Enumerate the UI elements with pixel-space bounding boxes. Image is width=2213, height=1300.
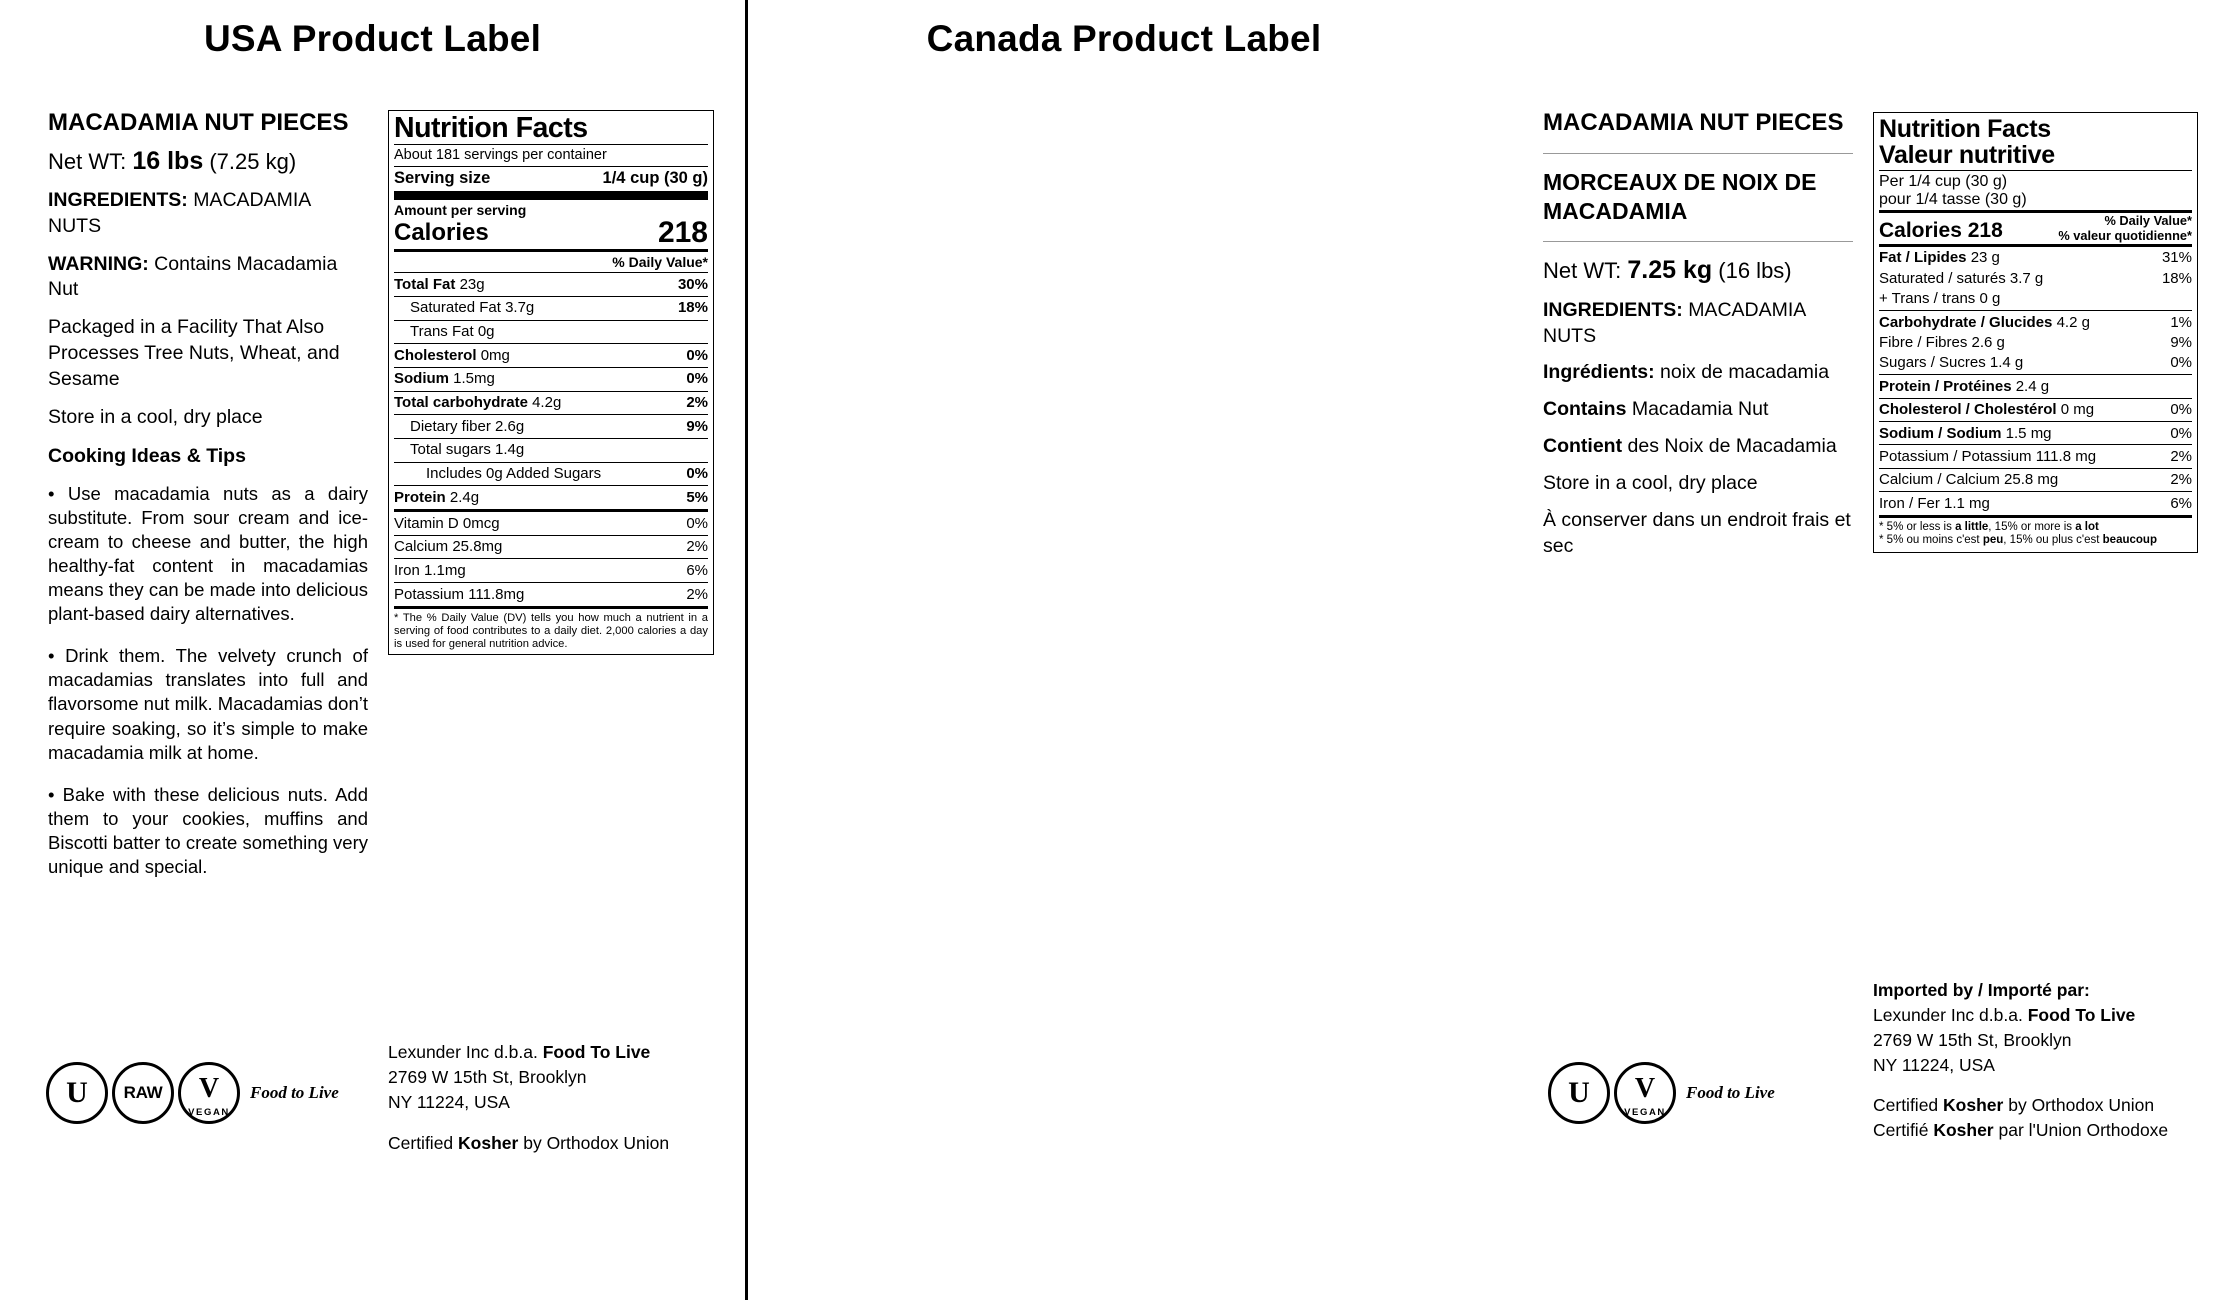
canada-nf-row-dv: 0% — [2170, 401, 2192, 419]
canada-nf-row — [1879, 423, 2192, 443]
canada-nf-row — [1879, 333, 2192, 353]
usa-nf-row-label: Total carbohydrate — [394, 394, 528, 412]
canada-nf-footnote-en-little: a little — [1955, 520, 1989, 533]
food-to-live-logo: Food to Live — [250, 1083, 339, 1102]
canada-nf-row-label: Saturated / saturés 3.7 g — [1879, 269, 2044, 287]
canada-kosher-en-bold: Kosher — [1943, 1095, 2004, 1116]
usa-certification-seals — [46, 1062, 339, 1124]
usa-tip-item: • Use macadamia nuts as a dairy substitute. From sour cream and ice-cream to cheese and butter, the high healthy-fat content in macadamias means they can be made into delicious plant-based dairy alternatives. — [48, 483, 368, 625]
canada-nf-per-fr: pour 1/4 tasse (30 g) — [1879, 191, 2027, 209]
canada-divider-1 — [1543, 153, 1853, 154]
usa-footer-kosher — [388, 1131, 718, 1156]
canada-nf-row-dv: 0% — [2170, 354, 2192, 372]
canada-ingredients-label: INGREDIENTS: — [1543, 298, 1683, 321]
usa-nf-row-label: Total sugars — [410, 441, 491, 459]
usa-footer-company-brand: Food To Live — [542, 1042, 651, 1062]
canada-nf-title-fr: Valeur nutritive — [1879, 141, 2055, 170]
canada-footer — [1873, 978, 2213, 1143]
usa-nf-row-label: Includes 0g Added Sugars — [426, 465, 602, 483]
usa-nf-micro-row — [394, 513, 708, 534]
canada-nf-row-dv: 1% — [2170, 313, 2192, 331]
canada-nf-footnote-fr-1: * 5% ou moins c'est — [1879, 534, 1983, 547]
usa-nf-servings-per-container: About 181 servings per container — [394, 147, 607, 164]
canada-nf-row-dv: 6% — [2170, 494, 2192, 512]
canada-ingredients-fr-value: noix de macadamia — [1660, 361, 1830, 384]
usa-nf-row — [394, 487, 708, 508]
usa-nf-serving-size-value: 1/4 cup (30 g) — [602, 169, 708, 188]
usa-ingredients-value: MACADAMIA NUTS — [48, 188, 311, 237]
canada-contient-label: Contient — [1543, 435, 1623, 458]
canada-certification-seals — [1548, 1062, 1775, 1124]
usa-nf-row-dv: 5% — [686, 488, 708, 506]
usa-nf-row-label: Trans Fat — [410, 323, 474, 341]
usa-nf-row — [394, 345, 708, 366]
canada-nf-row-label: Fat / Lipides — [1879, 249, 1967, 267]
food-to-live-logo: Food to Live — [1686, 1083, 1775, 1102]
canada-nf-row-amount: 2.4 g — [2015, 377, 2050, 395]
usa-storage-statement: Store in a cool, dry place — [48, 406, 263, 429]
usa-nf-row-dv: 18% — [677, 299, 708, 317]
canada-nf-calories — [1879, 219, 2003, 243]
canada-product-name-en: MACADAMIA NUT PIECES — [1543, 109, 1844, 136]
usa-nf-row — [394, 440, 708, 461]
canada-contains-en — [1543, 397, 1853, 423]
usa-kosher-pre: Certified — [388, 1132, 454, 1153]
canada-nf-row — [1879, 289, 2192, 309]
usa-net-weight — [48, 147, 368, 176]
usa-footer-address-line2: NY 11224, USA — [388, 1091, 510, 1112]
canada-nf-row-label: Protein / Protéines — [1879, 377, 2012, 395]
canada-storage-fr: À conserver dans un endroit frais et sec — [1543, 509, 1851, 558]
canada-nf-calories-row — [1879, 214, 2192, 243]
usa-nf-row-amount: 1.5mg — [453, 370, 495, 388]
usa-text-column — [48, 108, 368, 897]
usa-nf-micro-row — [394, 584, 708, 605]
usa-nf-row-amount: 0g — [477, 323, 495, 341]
canada-nf-row-label: Sugars / Sucres 1.4 g — [1879, 354, 2024, 372]
usa-nf-micro-dv: 2% — [686, 585, 708, 603]
usa-nf-row-label: Total Fat — [394, 275, 456, 293]
vegan-seal-icon — [178, 1062, 240, 1124]
canada-nf-row — [1879, 400, 2192, 420]
usa-footer-address-line1: 2769 W 15th St, Brooklyn — [388, 1066, 587, 1087]
usa-tip-item: • Bake with these delicious nuts. Add them to your cookies, muffins and Biscotti batter to create something very unique and special. — [48, 783, 368, 877]
canada-footer-kosher-en — [1873, 1093, 2213, 1118]
usa-warning-value: Contains Macadamia Nut — [48, 252, 338, 301]
canada-nutrition-facts-panel — [1873, 112, 2198, 553]
usa-nf-row — [394, 298, 708, 319]
canada-nf-row-label: Potassium / Potassium 111.8 mg — [1879, 447, 2097, 465]
usa-nf-micro-label: Vitamin D 0mcg — [394, 514, 500, 532]
canada-nf-row-dv: 2% — [2170, 471, 2192, 489]
usa-kosher-bold: Kosher — [458, 1132, 519, 1153]
canada-footer-company-prefix: Lexunder Inc d.b.a. — [1873, 1004, 2023, 1025]
usa-nf-row-dv: 0% — [686, 370, 708, 388]
canada-nf-row-amount: 4.2 g — [2056, 313, 2090, 331]
canada-nf-footnote-fr-beaucoup: beaucoup — [2102, 534, 2157, 547]
canada-nf-row-dv: 0% — [2170, 424, 2192, 442]
usa-footer — [388, 1040, 718, 1155]
canada-footer-company-brand: Food To Live — [2027, 1004, 2136, 1025]
usa-nf-row — [394, 322, 708, 343]
usa-nf-micro-row — [394, 537, 708, 558]
canada-nf-row — [1879, 248, 2192, 268]
canada-storage-en: Store in a cool, dry place — [1543, 472, 1758, 495]
vegan-seal-icon — [1614, 1062, 1676, 1124]
canada-nf-row-dv: 31% — [2161, 249, 2192, 267]
usa-nf-row-amount: 2.6g — [495, 417, 525, 435]
usa-ingredients — [48, 188, 368, 240]
canada-nf-row-label: Iron / Fer 1.1 mg — [1879, 494, 1990, 512]
usa-nf-title: Nutrition Facts — [394, 112, 588, 144]
usa-nf-row-label: Dietary fiber — [410, 417, 491, 435]
usa-nf-dv-header: % Daily Value* — [612, 253, 708, 270]
canada-ingredients-fr — [1543, 360, 1853, 386]
usa-tip-item: • Drink them. The velvety crunch of macadamias translates into full and flavorsome nut milk. Macadamias don’t require soaking, so it’s simple to make macadamia milk at home. — [48, 645, 368, 763]
usa-panel — [0, 0, 745, 1300]
canada-nf-row-amount: 1.5 mg — [2005, 424, 2052, 442]
canada-kosher-fr-post: par l'Union Orthodoxe — [1998, 1120, 2169, 1141]
vegan-seal-letter: V — [1634, 1072, 1656, 1104]
ou-seal-letter: U — [1568, 1076, 1590, 1109]
canada-net-weight-secondary: (16 lbs) — [1718, 257, 1792, 283]
usa-nf-micro-dv: 6% — [686, 561, 708, 579]
vegan-seal-letter: V — [198, 1072, 220, 1104]
canada-net-weight-primary: 7.25 kg — [1627, 255, 1713, 284]
usa-tips-heading: Cooking Ideas & Tips — [48, 445, 246, 468]
canada-nf-row — [1879, 268, 2192, 288]
usa-nf-row-label: Saturated Fat — [410, 299, 501, 317]
canada-nf-calories-value: 218 — [1967, 218, 2003, 242]
canada-nf-row-label: Carbohydrate / Glucides — [1879, 313, 2053, 331]
usa-nf-micro-label: Iron 1.1mg — [394, 561, 466, 579]
usa-nf-row-label: Protein — [394, 488, 446, 506]
usa-nf-row-dv: 0% — [686, 346, 708, 364]
usa-nf-row-dv: 0% — [686, 465, 708, 483]
canada-ingredients-en — [1543, 298, 1853, 350]
canada-divider-2 — [1543, 241, 1853, 242]
canada-nf-row-label: Fibre / Fibres 2.6 g — [1879, 334, 2005, 352]
canada-nf-dv-header — [2058, 214, 2192, 243]
canada-panel-title: Canada Product Label — [926, 18, 1322, 59]
canada-net-weight — [1543, 256, 1853, 285]
usa-net-weight-label: Net WT: — [48, 148, 127, 174]
raw-seal-icon — [112, 1062, 174, 1124]
canada-kosher-en-pre: Certified — [1873, 1095, 1939, 1116]
canada-nf-footnote-fr-2: , 15% ou plus c'est — [2003, 534, 2103, 547]
canada-footer-kosher-fr — [1873, 1118, 2213, 1143]
usa-nf-calories-label: Calories — [394, 219, 489, 247]
canada-product-name-fr: MORCEAUX DE NOIX DE MACADAMIA — [1543, 168, 1817, 225]
usa-nf-row — [394, 393, 708, 414]
canada-nf-footnote-en-lot: a lot — [2075, 520, 2099, 533]
usa-product-name: MACADAMIA NUT PIECES — [48, 109, 349, 136]
usa-nf-row-amount: 3.7g — [505, 299, 535, 317]
usa-nf-row-dv: 30% — [677, 275, 708, 293]
canada-nf-footnote-en-1: * 5% or less is — [1879, 520, 1956, 533]
canada-contient-value: des Noix de Macadamia — [1627, 435, 1837, 458]
canada-ingredients-value: MACADAMIA NUTS — [1543, 298, 1806, 347]
usa-nf-row-amount: 0mg — [480, 346, 510, 364]
usa-nf-row — [394, 416, 708, 437]
canada-nf-footnote-en-2: , 15% or more is — [1988, 520, 2076, 533]
canada-nf-per-en: Per 1/4 cup (30 g) — [1879, 172, 2008, 190]
usa-nf-calories-value: 218 — [657, 216, 708, 250]
usa-net-weight-secondary: (7.25 kg) — [209, 148, 297, 174]
canada-nf-row-amount: 23 g — [1970, 249, 2000, 267]
usa-nf-calories-row — [394, 216, 708, 250]
usa-nf-micro-label: Potassium 111.8mg — [394, 585, 525, 603]
canada-nf-row — [1879, 353, 2192, 373]
canada-nf-footnote — [1879, 519, 2192, 549]
usa-nf-row-dv: 2% — [686, 394, 708, 412]
canada-panel — [748, 0, 2192, 1300]
canada-nf-dv-en: % Daily Value* — [2104, 213, 2192, 229]
usa-nutrition-facts-panel — [388, 110, 714, 655]
canada-ingredients-fr-label: Ingrédients: — [1543, 361, 1655, 384]
usa-nf-micro-label: Calcium 25.8mg — [394, 538, 503, 556]
canada-footer-company — [1873, 1003, 2213, 1028]
canada-nf-row-dv: 18% — [2161, 269, 2192, 287]
usa-nf-micro-dv: 2% — [686, 538, 708, 556]
canada-nf-row — [1879, 376, 2192, 396]
usa-nf-amount-per-serving: Amount per serving — [394, 201, 527, 218]
raw-seal-text: RAW — [123, 1083, 163, 1102]
canada-nf-calories-label: Calories — [1879, 218, 1962, 242]
usa-facility-statement: Packaged in a Facility That Also Processes Tree Nuts, Wheat, and Sesame — [48, 316, 340, 391]
canada-nf-row-label: Sodium / Sodium — [1879, 424, 2002, 442]
canada-nf-footnote-fr-peu: peu — [1982, 534, 2004, 547]
canada-contains-label: Contains — [1543, 398, 1627, 421]
canada-footer-address-line2: NY 11224, USA — [1873, 1054, 1995, 1075]
canada-contains-value: Macadamia Nut — [1631, 398, 1769, 421]
canada-nf-row-label: Cholesterol / Cholestérol — [1879, 401, 2057, 419]
usa-warning-label: WARNING: — [48, 252, 149, 275]
canada-nf-row-amount: 0 mg — [2060, 401, 2095, 419]
canada-nf-dv-fr: % valeur quotidienne* — [2058, 227, 2192, 243]
canada-nf-row-dv: 2% — [2170, 447, 2192, 465]
usa-nf-row-amount: 2.4g — [449, 488, 480, 506]
vegan-seal-text: VEGAN — [188, 1107, 230, 1118]
usa-panel-title: USA Product Label — [203, 18, 542, 59]
usa-nf-footnote: * The % Daily Value (DV) tells you how much a nutrient in a serving of food contributes to a daily diet. 2,000 calories a day is used for general nutrition advice. — [394, 611, 708, 650]
usa-nf-row-dv: 9% — [686, 417, 708, 435]
canada-footer-address-line1: 2769 W 15th St, Brooklyn — [1873, 1029, 2072, 1050]
canada-kosher-fr-bold: Kosher — [1933, 1120, 1994, 1141]
ou-seal-letter: U — [66, 1076, 88, 1109]
usa-nf-row-label: Cholesterol — [394, 346, 477, 364]
canada-nf-row-dv: 9% — [2170, 334, 2192, 352]
usa-nf-row-amount: 23g — [459, 275, 485, 293]
canada-nf-row-label: Calcium / Calcium 25.8 mg — [1879, 471, 2059, 489]
canada-nf-title-en: Nutrition Facts — [1879, 115, 2051, 143]
usa-nf-micro-row — [394, 560, 708, 581]
usa-nf-row — [394, 369, 708, 390]
usa-nf-serving-size-label: Serving size — [394, 169, 491, 188]
usa-nf-row-amount: 4.2g — [532, 394, 562, 412]
canada-text-column — [1543, 108, 1853, 571]
usa-ingredients-label: INGREDIENTS: — [48, 188, 188, 211]
usa-footer-company-prefix: Lexunder Inc d.b.a. — [388, 1042, 538, 1062]
usa-kosher-post: by Orthodox Union — [523, 1132, 670, 1153]
orthodox-union-u-icon — [1548, 1062, 1610, 1124]
usa-nf-micro-dv: 0% — [686, 514, 708, 532]
canada-nf-row — [1879, 312, 2192, 332]
usa-nf-row — [394, 274, 708, 295]
canada-nf-row — [1879, 493, 2192, 513]
canada-footer-imported-by: Imported by / Importé par: — [1873, 980, 2090, 1000]
canada-contains-fr — [1543, 434, 1853, 460]
canada-nf-row — [1879, 470, 2192, 490]
canada-nf-row-label: + Trans / trans 0 g — [1879, 290, 2001, 308]
usa-warning — [48, 252, 368, 304]
usa-nf-row — [394, 464, 708, 485]
usa-nf-row-amount: 1.4g — [495, 441, 525, 459]
usa-net-weight-primary: 16 lbs — [132, 146, 204, 175]
canada-net-weight-label: Net WT: — [1543, 257, 1622, 283]
vegan-seal-text: VEGAN — [1624, 1107, 1666, 1118]
canada-nf-row — [1879, 446, 2192, 466]
canada-kosher-en-post: by Orthodox Union — [2008, 1095, 2155, 1116]
canada-kosher-fr-pre: Certifié — [1873, 1120, 1929, 1141]
usa-footer-company — [388, 1040, 718, 1065]
orthodox-union-u-icon — [46, 1062, 108, 1124]
usa-nf-row-label: Sodium — [394, 370, 449, 388]
usa-nf-serving-size-row — [394, 168, 708, 189]
